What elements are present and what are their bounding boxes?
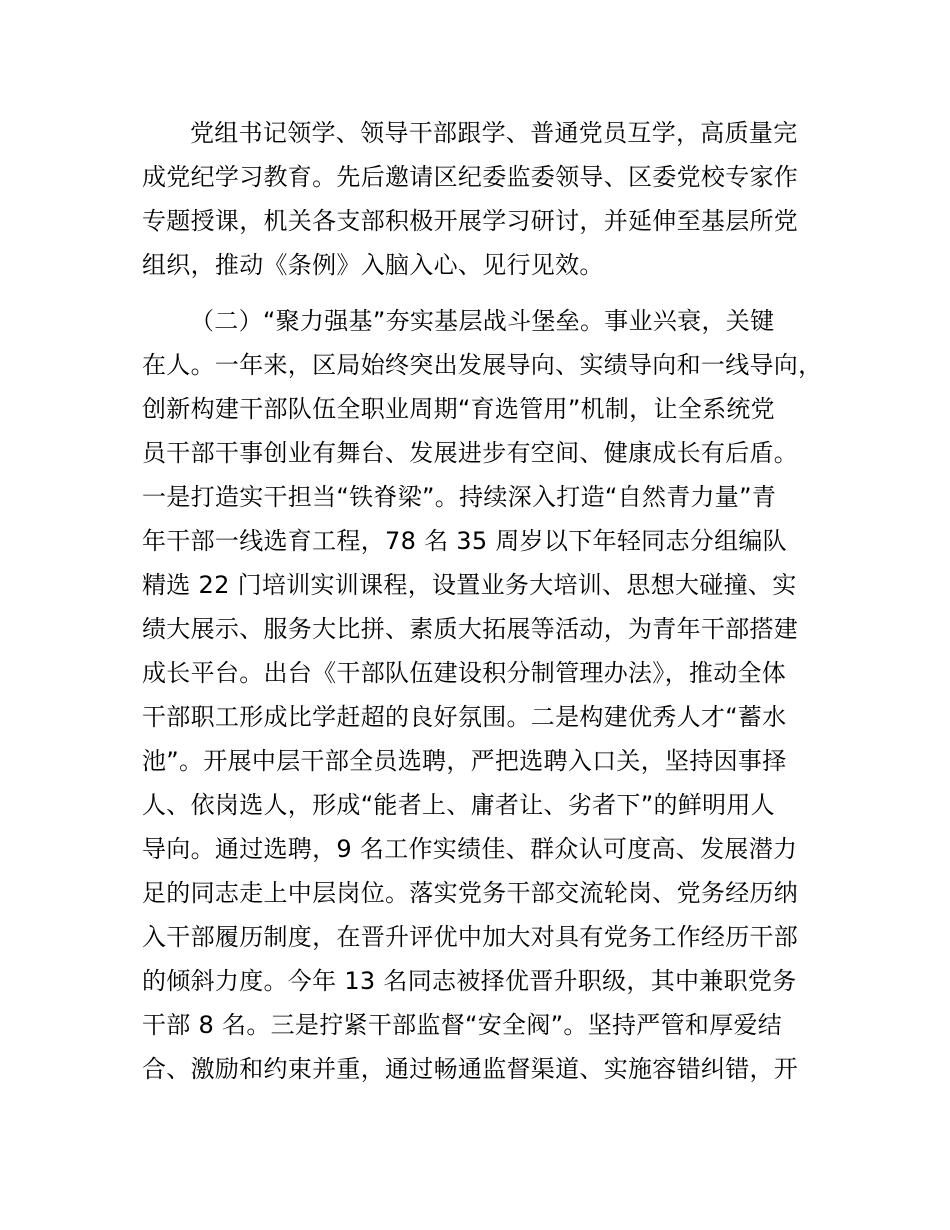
paragraph-line-14: 干部职工形成比学赶超的良好氛围。二是构建优秀人才“蓄水: [142, 703, 787, 731]
paragraph-line-13: 成长平台。出台《干部队伍建设积分制管理办法》，推动全体: [142, 659, 787, 687]
paragraph-line-18: 足的同志走上中层岗位。落实党务干部交流轮岗、党务经历纳: [142, 879, 799, 907]
paragraph-line-4: 组织，推动《条例》入脑入心、见行见效。: [142, 251, 604, 279]
paragraph-line-7: 创新构建干部队伍全职业周期“育选管用”机制，让全系统党: [142, 395, 775, 423]
paragraph-line-16: 人、依岗选人，形成“能者上、庸者让、劣者下”的鲜明用人: [142, 791, 775, 819]
paragraph-line-19: 入干部履历制度，在晋升评优中加大对具有党务工作经历干部: [142, 923, 799, 951]
paragraph-line-21: 干部 8 名。三是拧紧干部监督“安全阀”。坚持严管和厚爱结: [142, 1011, 783, 1039]
paragraph-line-3: 专题授课，机关各支部积极开展学习研讨，并延伸至基层所党: [142, 207, 799, 235]
paragraph-line-12: 绩大展示、服务大比拼、素质大拓展等活动，为青年干部搭建: [142, 615, 799, 643]
paragraph-line-15: 池”。开展中层干部全员选聘，严把选聘入口关，坚持因事择: [142, 747, 787, 775]
paragraph-line-17: 导向。通过选聘，9 名工作实绩佳、群众认可度高、发展潜力: [142, 835, 798, 863]
paragraph-line-1: 党组书记领学、领导干部跟学、普通党员互学，高质量完: [190, 119, 798, 147]
section-heading-line: （二）“聚力强基”夯实基层战斗堡垒。事业兴衰，关键: [190, 307, 775, 335]
paragraph-line-10: 年干部一线选育工程，78 名 35 周岁以下年轻同志分组编队: [142, 527, 787, 555]
paragraph-line-8: 员干部干事创业有舞台、发展进步有空间、健康成长有后盾。: [142, 439, 799, 467]
paragraph-line-2: 成党纪学习教育。先后邀请区纪委监委领导、区委党校专家作: [142, 163, 799, 191]
paragraph-line-11: 精选 22 门培训实训课程，设置业务大培训、思想大碰撞、实: [142, 571, 797, 599]
paragraph-line-22: 合、激励和约束并重，通过畅通监督渠道、实施容错纠错，开: [142, 1055, 799, 1083]
paragraph-line-20: 的倾斜力度。今年 13 名同志被择优晋升职级，其中兼职党务: [142, 967, 797, 995]
paragraph-line-9: 一是打造实干担当“铁脊梁”。持续深入打造“自然青力量”青: [142, 483, 777, 511]
paragraph-line-6: 在人。一年来，区局始终突出发展导向、实绩导向和一线导向，: [142, 351, 823, 379]
